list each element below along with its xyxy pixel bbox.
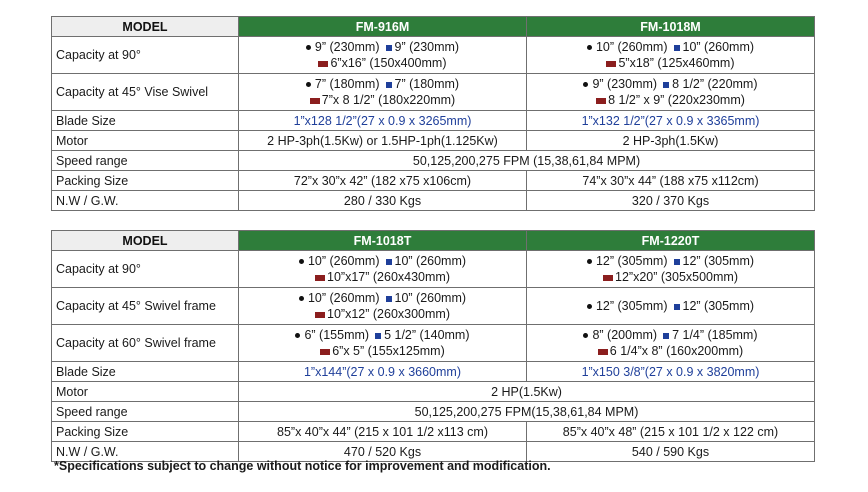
rect-capacity: 7”x 8 1/2” (180x220mm) [321, 93, 456, 107]
row-label: Capacity at 45° Swivel frame [52, 288, 239, 325]
round-stock-icon [583, 333, 588, 338]
motor-value: 2 HP(1.5Kw) [239, 382, 815, 402]
row-motor [52, 131, 815, 151]
blade-size-value: 1”x128 1/2”(27 x 0.9 x 3265mm) [239, 111, 527, 131]
spec-table-2 [51, 230, 815, 462]
round-stock-icon [295, 333, 300, 338]
rect-capacity: 5”x18” (125x460mm) [618, 56, 735, 70]
square-capacity: 10” (260mm) [682, 40, 755, 54]
row-label: Capacity at 90° [52, 251, 239, 288]
rect-capacity: 6”x 5” (155x125mm) [332, 344, 445, 358]
packing-value: 85”x 40”x 48” (215 x 101 1/2 x 122 cm) [527, 422, 815, 442]
round-stock-icon [587, 259, 592, 264]
weight-value: 540 / 590 Kgs [527, 442, 815, 462]
round-stock-icon [587, 45, 592, 50]
rect-capacity: 12”x20” (305x500mm) [615, 270, 738, 284]
model-fm-916m: FM-916M [239, 17, 527, 37]
round-capacity: 9” (230mm) [592, 77, 658, 91]
rect-stock-icon [606, 61, 616, 67]
row-weight [52, 191, 815, 211]
square-capacity: 5 1/2” (140mm) [384, 328, 470, 342]
packing-value: 85”x 40”x 44” (215 x 101 1/2 x113 cm) [239, 422, 527, 442]
row-speed-range [52, 151, 815, 171]
row-capacity-45 [52, 288, 815, 325]
square-stock-icon [674, 304, 680, 310]
rect-stock-icon [315, 275, 325, 281]
row-label: Blade Size [52, 111, 239, 131]
rect-stock-icon [318, 61, 328, 67]
capacity-cell [239, 37, 527, 74]
row-speed-range [52, 402, 815, 422]
row-blade-size [52, 362, 815, 382]
packing-value: 74”x 30”x 44” (188 x75 x112cm) [527, 171, 815, 191]
blade-size-value: 1”x150 3/8”(27 x 0.9 x 3820mm) [527, 362, 815, 382]
square-stock-icon [663, 82, 669, 88]
row-blade-size [52, 111, 815, 131]
square-stock-icon [663, 333, 669, 339]
rect-capacity: 10”x17” (260x430mm) [327, 270, 450, 284]
model-header: MODEL [52, 17, 239, 37]
specification-footnote: *Specifications subject to change without notice for improvement and modification. [54, 459, 551, 473]
round-capacity: 9” (230mm) [314, 40, 380, 54]
square-stock-icon [375, 333, 381, 339]
blade-size-value: 1”x144”(27 x 0.9 x 3660mm) [239, 362, 527, 382]
square-stock-icon [386, 259, 392, 265]
row-label: N.W / G.W. [52, 191, 239, 211]
row-capacity-90 [52, 251, 815, 288]
speed-value: 50,125,200,275 FPM (15,38,61,84 MPM) [239, 151, 815, 171]
spec-table-1 [51, 16, 815, 211]
row-label: Motor [52, 382, 239, 402]
model-header: MODEL [52, 231, 239, 251]
square-stock-icon [674, 45, 680, 51]
row-label: Speed range [52, 151, 239, 171]
capacity-cell [527, 288, 815, 325]
square-capacity: 7 1/4” (185mm) [672, 328, 758, 342]
capacity-cell [239, 288, 527, 325]
row-motor [52, 382, 815, 402]
row-packing-size [52, 422, 815, 442]
capacity-cell [527, 251, 815, 288]
round-capacity: 7” (180mm) [314, 77, 380, 91]
round-stock-icon [583, 82, 588, 87]
square-capacity: 10” (260mm) [394, 291, 467, 305]
model-fm-1018t: FM-1018T [239, 231, 527, 251]
square-capacity: 9” (230mm) [394, 40, 460, 54]
row-label: N.W / G.W. [52, 442, 239, 462]
capacity-cell [527, 74, 815, 111]
round-stock-icon [299, 296, 304, 301]
square-capacity: 8 1/2” (220mm) [672, 77, 758, 91]
square-capacity: 12” (305mm) [682, 254, 755, 268]
motor-value: 2 HP-3ph(1.5Kw) [527, 131, 815, 151]
square-stock-icon [674, 259, 680, 265]
round-capacity: 12” (305mm) [595, 254, 668, 268]
square-stock-icon [386, 296, 392, 302]
round-stock-icon [306, 45, 311, 50]
round-capacity: 8” (200mm) [592, 328, 658, 342]
weight-value: 320 / 370 Kgs [527, 191, 815, 211]
rect-capacity: 8 1/2” x 9” (220x230mm) [608, 93, 745, 107]
rect-stock-icon [603, 275, 613, 281]
round-capacity: 6” (155mm) [304, 328, 370, 342]
table-header-row [52, 17, 815, 37]
weight-value: 470 / 520 Kgs [239, 442, 527, 462]
row-label: Speed range [52, 402, 239, 422]
rect-capacity: 6 1/4”x 8” (160x200mm) [609, 344, 744, 358]
row-label: Capacity at 90° [52, 37, 239, 74]
square-stock-icon [386, 45, 392, 51]
row-label: Capacity at 45° Vise Swivel [52, 74, 239, 111]
round-capacity: 10” (260mm) [595, 40, 668, 54]
round-stock-icon [299, 259, 304, 264]
round-stock-icon [306, 82, 311, 87]
rect-capacity: 10”x12” (260x300mm) [327, 307, 450, 321]
row-label: Capacity at 60° Swivel frame [52, 325, 239, 362]
square-capacity: 10” (260mm) [394, 254, 467, 268]
capacity-cell [239, 251, 527, 288]
model-fm-1018m: FM-1018M [527, 17, 815, 37]
row-packing-size [52, 171, 815, 191]
rect-stock-icon [320, 349, 330, 355]
row-capacity-90 [52, 37, 815, 74]
row-label: Motor [52, 131, 239, 151]
blade-size-value: 1”x132 1/2”(27 x 0.9 x 3365mm) [527, 111, 815, 131]
square-stock-icon [386, 82, 392, 88]
capacity-cell [239, 325, 527, 362]
square-capacity: 7” (180mm) [394, 77, 460, 91]
row-capacity-60 [52, 325, 815, 362]
table-header-row [52, 231, 815, 251]
square-capacity: 12” (305mm) [682, 299, 755, 313]
speed-value: 50,125,200,275 FPM(15,38,61,84 MPM) [239, 402, 815, 422]
row-label: Packing Size [52, 171, 239, 191]
rect-stock-icon [598, 349, 608, 355]
row-label: Packing Size [52, 422, 239, 442]
motor-value: 2 HP-3ph(1.5Kw) or 1.5HP-1ph(1.125Kw) [239, 131, 527, 151]
row-capacity-45 [52, 74, 815, 111]
round-capacity: 12” (305mm) [595, 299, 668, 313]
row-label: Blade Size [52, 362, 239, 382]
round-stock-icon [587, 304, 592, 309]
rect-stock-icon [310, 98, 320, 104]
capacity-cell [239, 74, 527, 111]
round-capacity: 10” (260mm) [307, 254, 380, 268]
capacity-cell [527, 37, 815, 74]
round-capacity: 10” (260mm) [307, 291, 380, 305]
model-fm-1220t: FM-1220T [527, 231, 815, 251]
rect-stock-icon [596, 98, 606, 104]
capacity-cell [527, 325, 815, 362]
weight-value: 280 / 330 Kgs [239, 191, 527, 211]
rect-stock-icon [315, 312, 325, 318]
packing-value: 72”x 30”x 42” (182 x75 x106cm) [239, 171, 527, 191]
rect-capacity: 6”x16” (150x400mm) [330, 56, 447, 70]
